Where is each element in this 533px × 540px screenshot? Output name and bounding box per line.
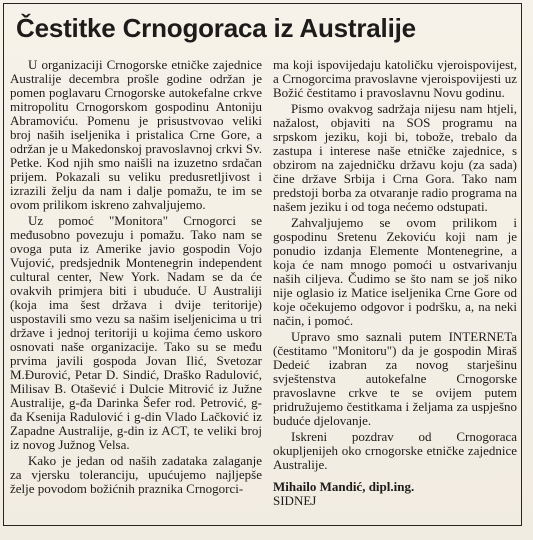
- article-column-right: [273, 58, 517, 518]
- author-city: SIDNEJ: [273, 493, 317, 508]
- article-column-left: [10, 58, 262, 518]
- article-paragraph: Zahvaljujemo se ovom prilikom i gospodinu Sretenu Zekoviću koji nam je ponudio izdanja Elemente Montenegrine, a koja će nam mnogo pomoći u ostvarivanju naših ciljeva. Čudimo se što nam se još niko nije oglasio iz Matice iseljenika Crne Gore od koje očekujemo odgovor i podršku, a, na neki način, i pomoć.: [273, 215, 517, 328]
- author-signature: Mihailo Mandić, dipl.ing.: [273, 479, 415, 494]
- article-paragraph: Kako je jedan od naših zadataka zalaganje za vjersku toleranciju, upućujemo najljepše želje povodom božićnih praznika Crnogorci-: [10, 453, 262, 496]
- article-paragraph: Iskreni pozdrav od Crnogoraca okupljenijeh oko crnogorske etničke zajednice Australije.: [273, 429, 517, 472]
- article-title: Čestitke Crnogoraca iz Australije: [16, 13, 416, 43]
- article-paragraph: U organizaciji Crnogorske etničke zajednice Australije decembra prošle godine održan je pomen poglavaru Crnogorske autokefalne crkve mitropolitu Crnogorskom gospodinu Antoniju Abramoviću. Pomenu je prisustvovao veliki broj naših iseljenika i pristalica Crne Gore, a održan je u Makedonskoj pravoslavnoj crkvi Sv. Petke. Kod njih smo naišli na izuzetno srdačan prijem. Pokazali su veliku predusretljivost i izrazili želju da nam i dalje pomažu, te im se ovom prilikom iskreno zahvaljujemo.: [10, 58, 262, 212]
- signature-block: [273, 480, 517, 508]
- article-paragraph: Pismo ovakvog sadržaja nijesu nam htjeli, nažalost, objaviti na SOS programu na srpskom jeziku, koji bi, tobože, trebalo da zastupa i interese naše etničke zajednice, s obzirom na zajedničku državu koju (za sada) čine države Srbija i Crna Gora. Tako nam predstoji borba za otvaranje radio programa na našem jeziku i od toga nećemo odstupati.: [273, 101, 517, 214]
- article-paragraph: Uz pomoć "Monitora" Crnogorci se međusobno povezuju i pomažu. Tako nam se ovoga puta iz Amerike javio gospodin Vojo Vujović, predsjednik Montenegrin independent cultural center, New York. Nadam se da će ovakvih primjera biti i ubuduće. U Australiji (koja ima šest država i dvije teritorije) uspostavili smo vezu sa našim iseljenicima u tri države i jednoj teritoriji u kojima ćemo uskoro osnovati naše organizacije. Tako su se među prvima javili gospoda Jovan Ilić, Svetozar M.Đurović, Petar D. Sindić, Draško Radulović, Milisav B. Otašević i Dulcie Mitrović iz Južne Australije, g-đa Darinka Šefer rod. Petrović, g-đa Ksenija Radulović i g-din Vlado Lačković iz Zapadne Australije, g-din iz ACT, te veliki broj iz novog Južnog Velsa.: [10, 213, 262, 452]
- article-paragraph: Upravo smo saznali putem INTERNETa (čestitamo "Monitoru") da je gospodin Miraš Dedeić izabran za novog starješinu svještenstva autokefalne Crnogorske pravoslavne crkve te se ovijem putem pridružujemo čestitkama i željama za uspješno buduće djelovanje.: [273, 329, 517, 428]
- article-paragraph: ma koji ispovijedaju katoličku vjeroispovijest, a Crnogorcima pravoslavne vjeroispovijesti uz Božić čestitamo i pravoslavnu Novu godinu.: [273, 58, 517, 100]
